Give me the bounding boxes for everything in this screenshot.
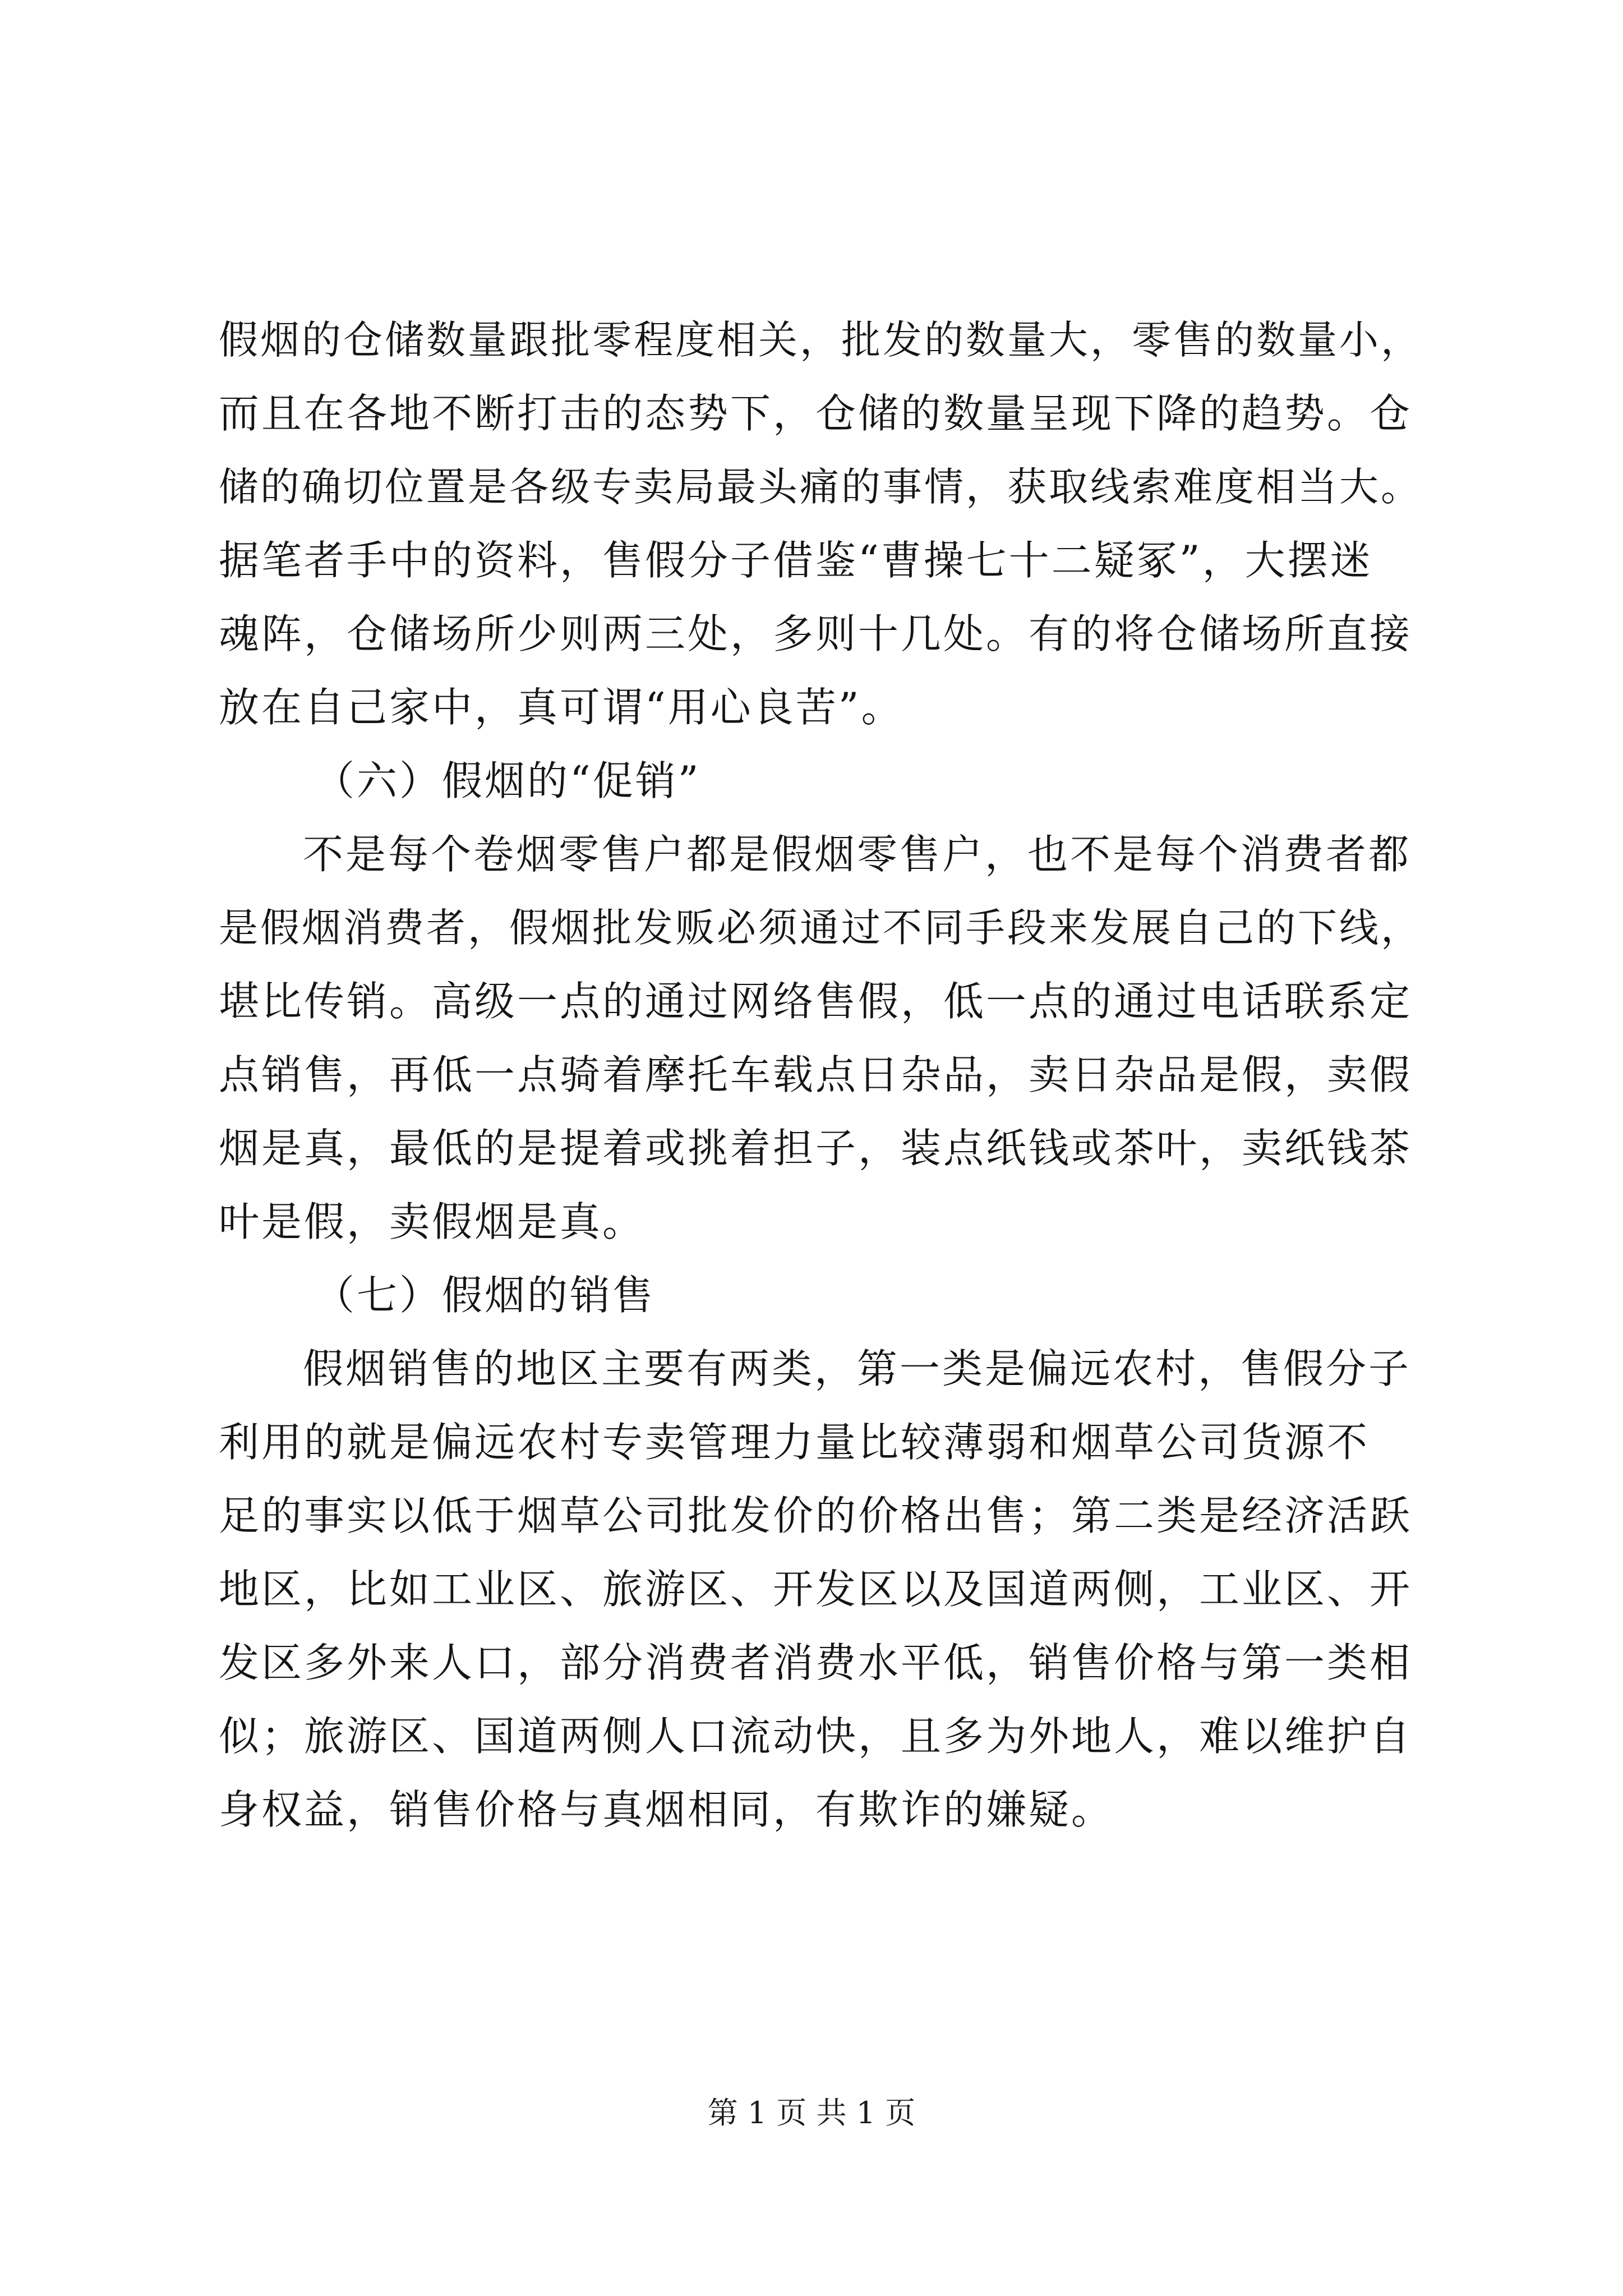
section-heading: （七）假烟的销售	[314, 1272, 656, 1319]
body-text-line: 是假烟消费者，假烟批发贩必须通过不同手段来发展自己的下线，	[219, 905, 1422, 951]
body-text-line: 发区多外来人口，部分消费者消费水平低，销售价格与第一类相	[219, 1639, 1413, 1686]
body-text-line: 烟是真，最低的是提着或挑着担子，装点纸钱或茶叶，卖纸钱茶	[219, 1125, 1413, 1172]
body-text-line: 假烟的仓储数量跟批零程度相关，批发的数量大，零售的数量小，	[219, 317, 1422, 363]
body-text-line: 放在自己家中，真可谓“用心良苦”。	[219, 684, 904, 731]
body-text-line: 储的确切位置是各级专卖局最头痛的事情，获取线索难度相当大。	[219, 464, 1422, 510]
body-text-line: 地区，比如工业区、旅游区、开发区以及国道两侧，工业区、开	[219, 1566, 1413, 1613]
body-text-line: 不是每个卷烟零售户都是假烟零售户，也不是每个消费者都	[303, 831, 1412, 878]
section-heading: （六）假烟的“促销”	[314, 757, 701, 804]
body-text-line: 似；旅游区、国道两侧人口流动快，且多为外地人，难以维护自	[219, 1713, 1413, 1760]
body-text-line: 假烟销售的地区主要有两类，第一类是偏远农村，售假分子	[303, 1345, 1412, 1392]
body-text-line: 点销售，再低一点骑着摩托车载点日杂品，卖日杂品是假，卖假	[219, 1051, 1413, 1098]
body-text-line: 叶是假，卖假烟是真。	[219, 1198, 645, 1245]
body-text-line: 魂阵，仓储场所少则两三处，多则十几处。有的将仓储场所直接	[219, 610, 1413, 657]
body-text-line: 利用的就是偏远农村专卖管理力量比较薄弱和烟草公司货源不	[219, 1419, 1370, 1466]
page-footer: 第 1 页 共 1 页	[707, 2095, 916, 2131]
body-text-line: 堪比传销。高级一点的通过网络售假，低一点的通过电话联系定	[219, 978, 1413, 1025]
body-text-line: 身权益，销售价格与真烟相同，有欺诈的嫌疑。	[219, 1786, 1114, 1833]
body-text-line: 据笔者手中的资料，售假分子借鉴“曹操七十二疑冢”，大摆迷	[219, 537, 1373, 584]
body-text-line: 而且在各地不断打击的态势下，仓储的数量呈现下降的趋势。仓	[219, 390, 1413, 437]
body-text-line: 足的事实以低于烟草公司批发价的价格出售；第二类是经济活跃	[219, 1492, 1413, 1539]
